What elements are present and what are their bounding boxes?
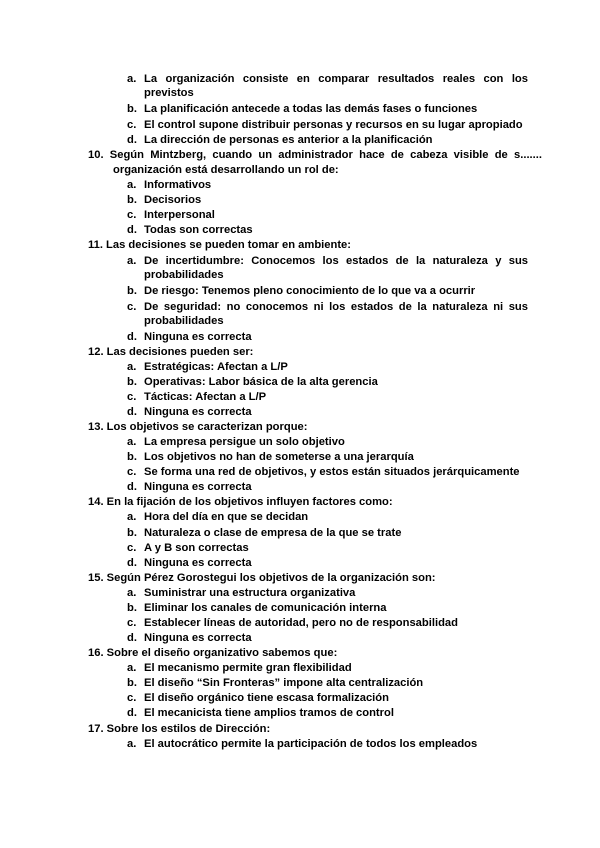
option-label: d. (127, 632, 137, 644)
q16-option-d (127, 706, 394, 720)
q14-option-d (127, 556, 252, 570)
option-label: c. (127, 391, 137, 403)
option-label: a. (127, 511, 137, 523)
q12-option-c (127, 390, 266, 404)
q9-option-c (127, 118, 523, 132)
q14-question: 14. En la fijación de los objetivos influyen factores como: (88, 496, 393, 508)
option-text: Eliminar los canales de comunicación interna (144, 602, 387, 614)
option-label: d. (127, 557, 137, 569)
q15-option-d (127, 631, 252, 645)
option-label: b. (127, 376, 137, 388)
option-text: Decisorios (144, 194, 202, 206)
option-text: Ninguna es correcta (144, 557, 252, 569)
option-text: El diseño “Sin Fronteras” impone alta centralización (144, 677, 424, 689)
q12-option-b (127, 375, 378, 389)
option-text: Interpersonal (144, 209, 215, 221)
option-label: b. (127, 285, 137, 297)
q14-option-a (127, 510, 308, 524)
q11-option-b (127, 284, 475, 298)
option-text: Informativos (144, 179, 212, 191)
option-label: a. (127, 436, 137, 448)
q15-question: 15. Según Pérez Gorostegui los objetivos de la organización son: (88, 572, 436, 584)
option-text: Ninguna es correcta (144, 481, 252, 493)
option-label: d. (127, 134, 137, 146)
q11-option-d (127, 330, 252, 344)
q12-option-a (127, 360, 288, 374)
q17-question: 17. Sobre los estilos de Dirección: (88, 723, 271, 735)
option-label: b. (127, 527, 137, 539)
option-label: b. (127, 677, 137, 689)
option-label: b. (127, 451, 137, 463)
option-text: La planificación antecede a todas las demás fases o funciones (144, 103, 478, 115)
q16-option-c (127, 691, 389, 705)
q13-option-c (127, 465, 520, 479)
q16-question: 16. Sobre el diseño organizativo sabemos que: (88, 647, 338, 659)
option-label: a. (127, 361, 137, 373)
option-label: d. (127, 224, 137, 236)
option-label: a. (127, 587, 137, 599)
q11-option-a-continuation: probabilidades (144, 269, 224, 281)
option-label: a. (127, 179, 137, 191)
option-text: El diseño orgánico tiene escasa formalización (144, 692, 389, 704)
q13-option-b (127, 450, 414, 464)
option-text: Los objetivos no han de someterse a una jerarquía (144, 451, 414, 463)
option-text: Todas son correctas (144, 224, 253, 236)
option-text: Hora del día en que se decidan (144, 511, 309, 523)
option-text: Establecer líneas de autoridad, pero no de responsabilidad (144, 617, 458, 629)
q14-option-b (127, 526, 401, 540)
option-label: c. (127, 692, 137, 704)
q11-option-a (127, 254, 528, 268)
option-text: Estratégicas: Afectan a L/P (144, 361, 288, 373)
q12-question: 12. Las decisiones pueden ser: (88, 346, 254, 358)
q15-option-a (127, 586, 355, 600)
option-label: a. (127, 255, 137, 267)
option-text: De incertidumbre: Conocemos los estados de la naturaleza y sus (144, 255, 528, 267)
option-text: El mecanicista tiene amplios tramos de control (144, 707, 394, 719)
option-label: a. (127, 738, 137, 750)
q10-question-continuation: organización está desarrollando un rol de: (113, 164, 339, 176)
q16-option-b (127, 676, 423, 690)
q10-question: 10. Según Mintzberg, cuando un administrador hace de cabeza visible de s....... (88, 149, 542, 161)
option-label: d. (127, 481, 137, 493)
option-label: a. (127, 662, 137, 674)
q17-option-a (127, 737, 477, 751)
option-label: c. (127, 617, 137, 629)
option-text: El control supone distribuir personas y recursos en su lugar apropiado (144, 119, 523, 131)
option-label: c. (127, 119, 137, 131)
q13-option-a (127, 435, 345, 449)
q15-option-c (127, 616, 458, 630)
option-label: d. (127, 406, 137, 418)
q12-option-d (127, 405, 252, 419)
q11-option-c (127, 300, 528, 314)
option-text: El mecanismo permite gran flexibilidad (144, 662, 352, 674)
option-label: b. (127, 602, 137, 614)
option-text: A y B son correctas (144, 542, 249, 554)
option-text: La empresa persigue un solo objetivo (144, 436, 345, 448)
option-text: Tácticas: Afectan a L/P (144, 391, 267, 403)
option-label: c. (127, 209, 137, 221)
q10-option-d (127, 223, 253, 237)
option-label: a. (127, 73, 137, 85)
option-text: Se forma una red de objetivos, y estos están situados jerárquicamente (144, 466, 520, 478)
q15-option-b (127, 601, 386, 615)
option-label: b. (127, 103, 137, 115)
q9-option-b (127, 102, 477, 116)
option-text: Ninguna es correcta (144, 331, 252, 343)
q9-option-d (127, 133, 433, 147)
q11-question: 11. Las decisiones se pueden tomar en ambiente: (88, 239, 351, 251)
option-text: Naturaleza o clase de empresa de la que se trate (144, 527, 402, 539)
option-text: Ninguna es correcta (144, 632, 252, 644)
option-text: Operativas: Labor básica de la alta gerencia (144, 376, 378, 388)
q11-option-c-continuation: probabilidades (144, 315, 224, 327)
q13-option-d (127, 480, 252, 494)
option-label: c. (127, 466, 137, 478)
option-label: b. (127, 194, 137, 206)
option-label: d. (127, 707, 137, 719)
q16-option-a (127, 661, 352, 675)
option-text: Suministrar una estructura organizativa (144, 587, 356, 599)
option-text: Ninguna es correcta (144, 406, 252, 418)
option-text: La dirección de personas es anterior a la planificación (144, 134, 433, 146)
q10-option-c (127, 208, 215, 222)
q9-option-a (127, 72, 528, 86)
q9-option-a-continuation: previstos (144, 87, 194, 99)
q10-option-a (127, 178, 211, 192)
option-label: d. (127, 331, 137, 343)
q10-option-b (127, 193, 201, 207)
option-text: De riesgo: Tenemos pleno conocimiento de lo que va a ocurrir (144, 285, 476, 297)
option-text: La organización consiste en comparar resultados reales con los (144, 73, 528, 85)
q13-question: 13. Los objetivos se caracterizan porque: (88, 421, 308, 433)
option-text: El autocrático permite la participación de todos los empleados (144, 738, 478, 750)
option-text: De seguridad: no conocemos ni los estados de la naturaleza ni sus (144, 301, 528, 313)
option-label: c. (127, 542, 137, 554)
option-label: c. (127, 301, 137, 313)
q14-option-c (127, 541, 249, 555)
